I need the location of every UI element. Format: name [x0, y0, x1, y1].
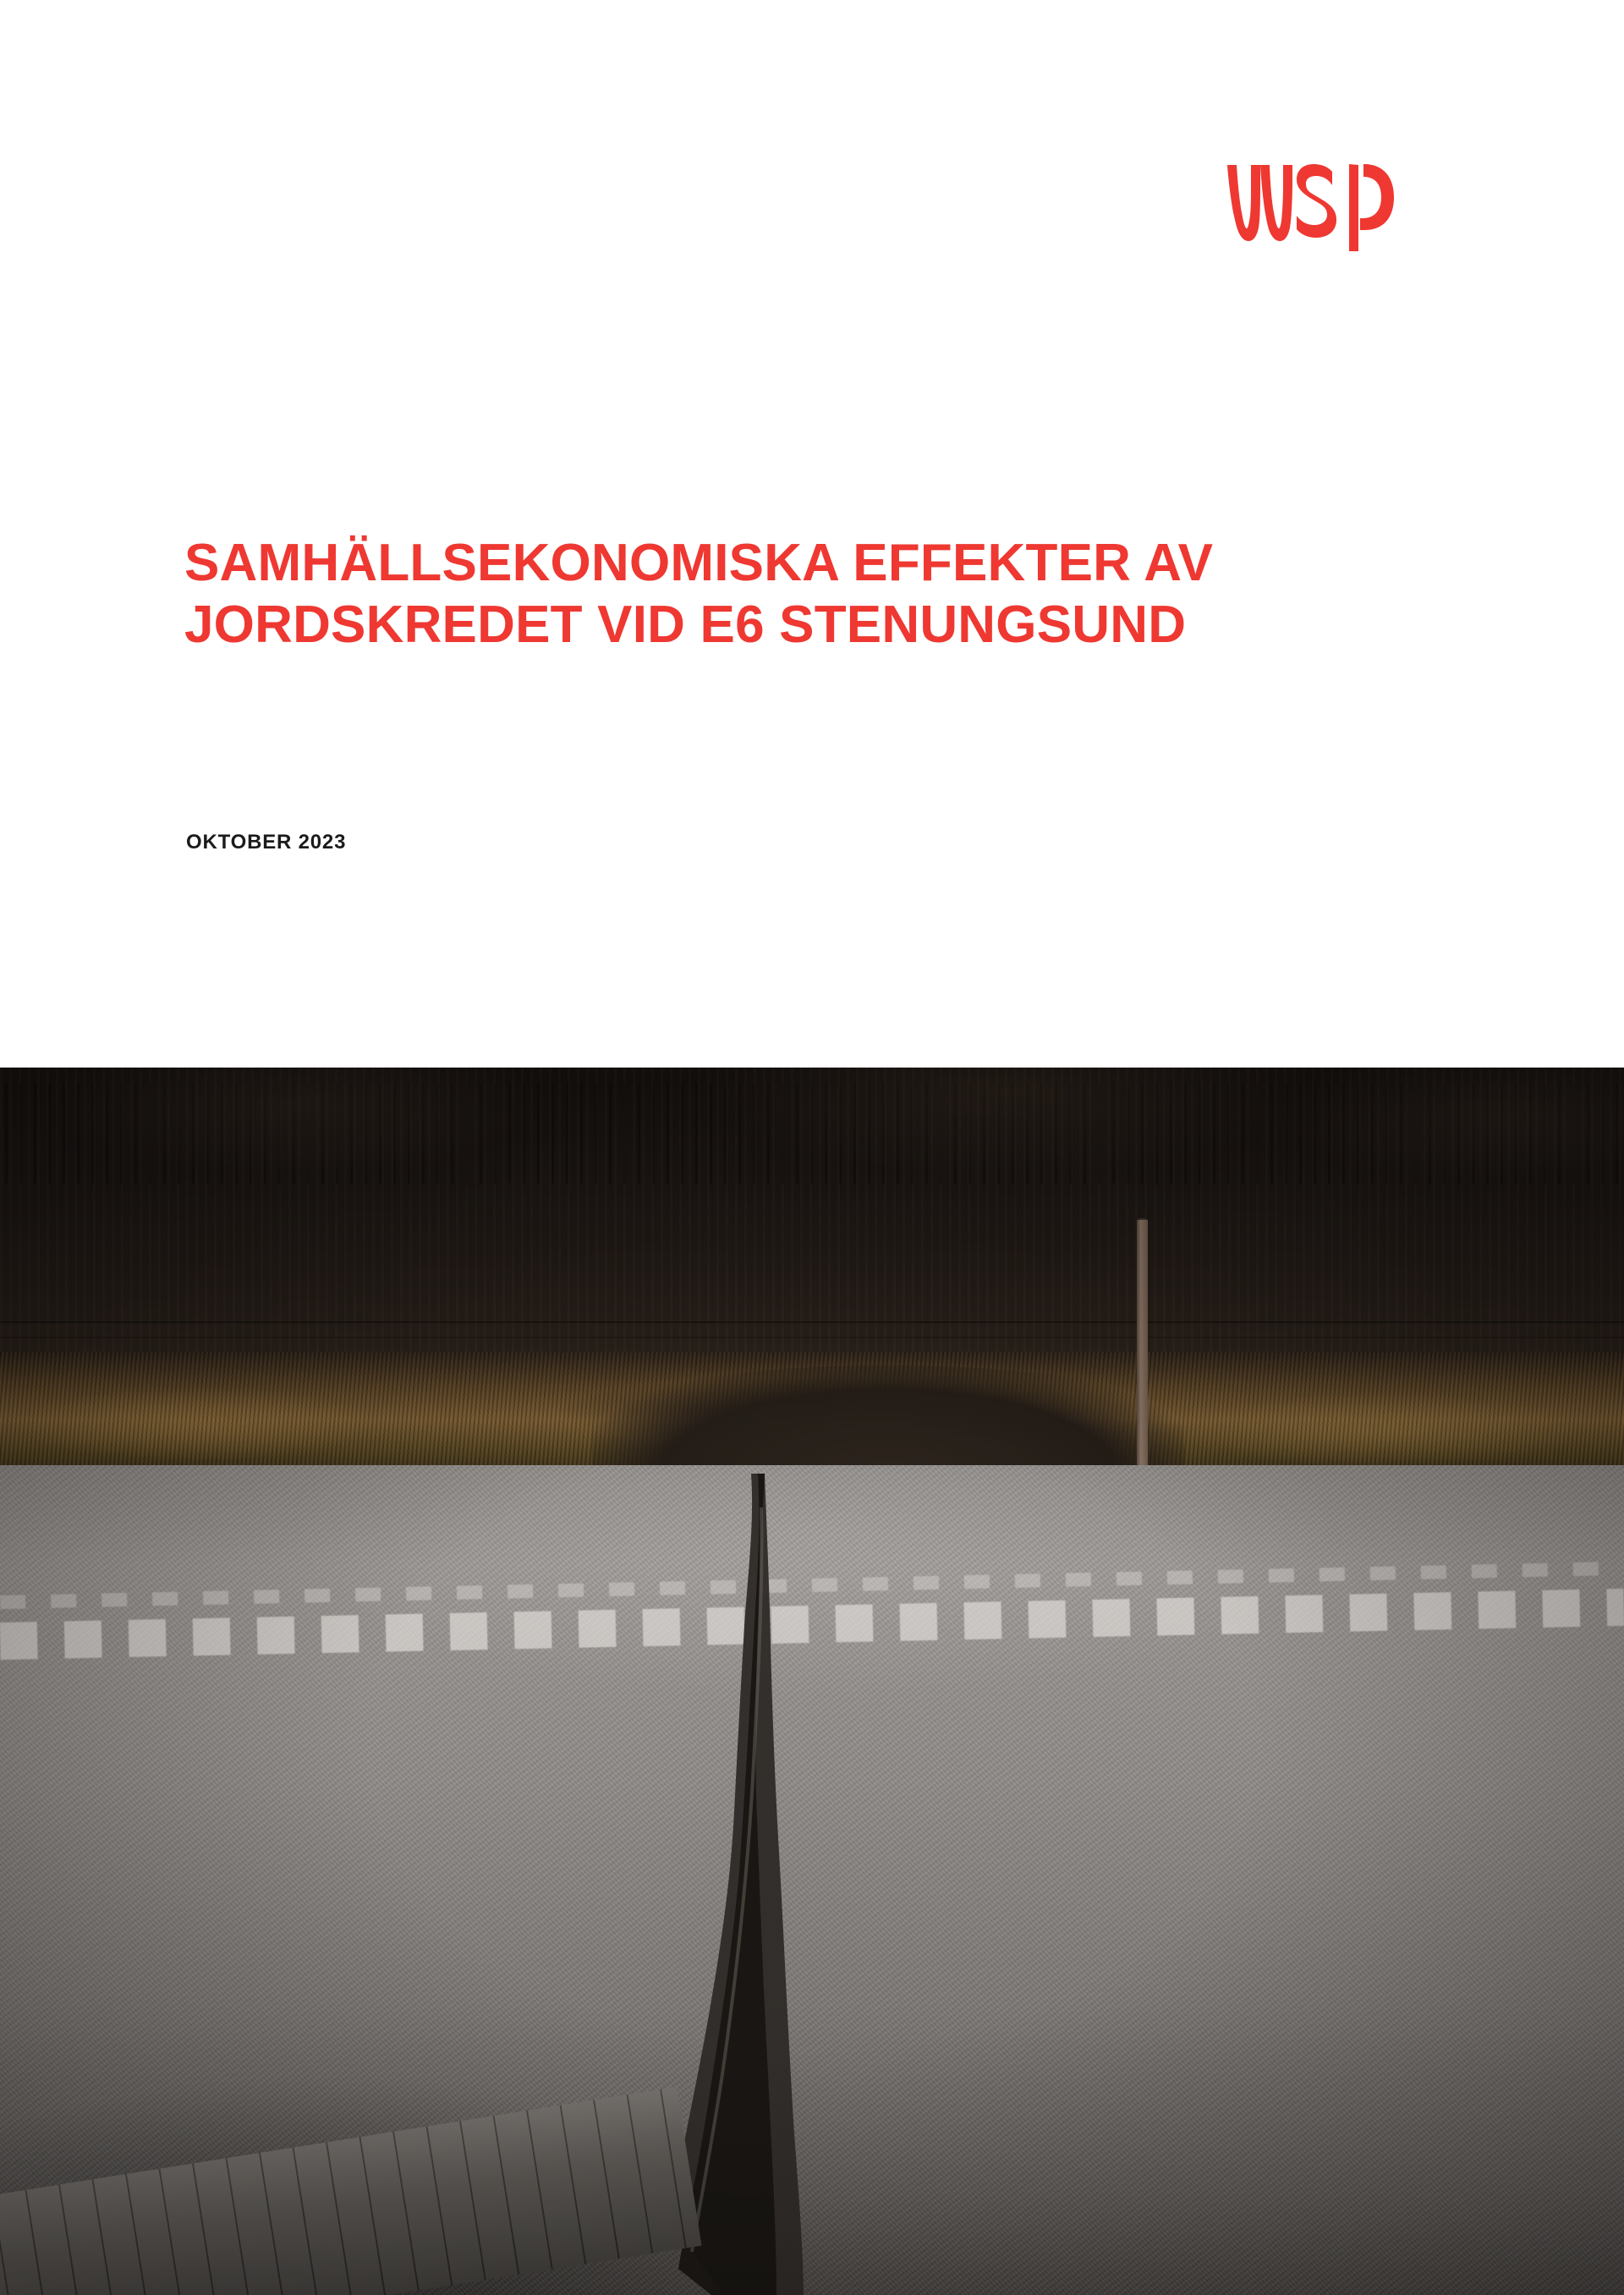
title-line-1: SAMHÄLLSEKONOMISKA EFFEKTER AV — [184, 534, 1214, 592]
cover-photo — [0, 1068, 1624, 2295]
earth-mound — [592, 1365, 1184, 1475]
publication-date: OKTOBER 2023 — [186, 831, 347, 854]
power-line-wire-lower — [0, 1337, 1624, 1338]
road-crack — [677, 1474, 897, 2295]
utility-pole — [1137, 1220, 1148, 1474]
conifer-silhouettes — [0, 1083, 1624, 1184]
wsp-logo-icon — [1222, 156, 1442, 254]
page-title — [184, 533, 1479, 656]
power-line-wire-upper — [0, 1321, 1624, 1323]
title-line-2: JORDSKREDET VID E6 STENUNGSUND — [184, 595, 1187, 654]
cover-top-section — [0, 0, 1624, 1068]
